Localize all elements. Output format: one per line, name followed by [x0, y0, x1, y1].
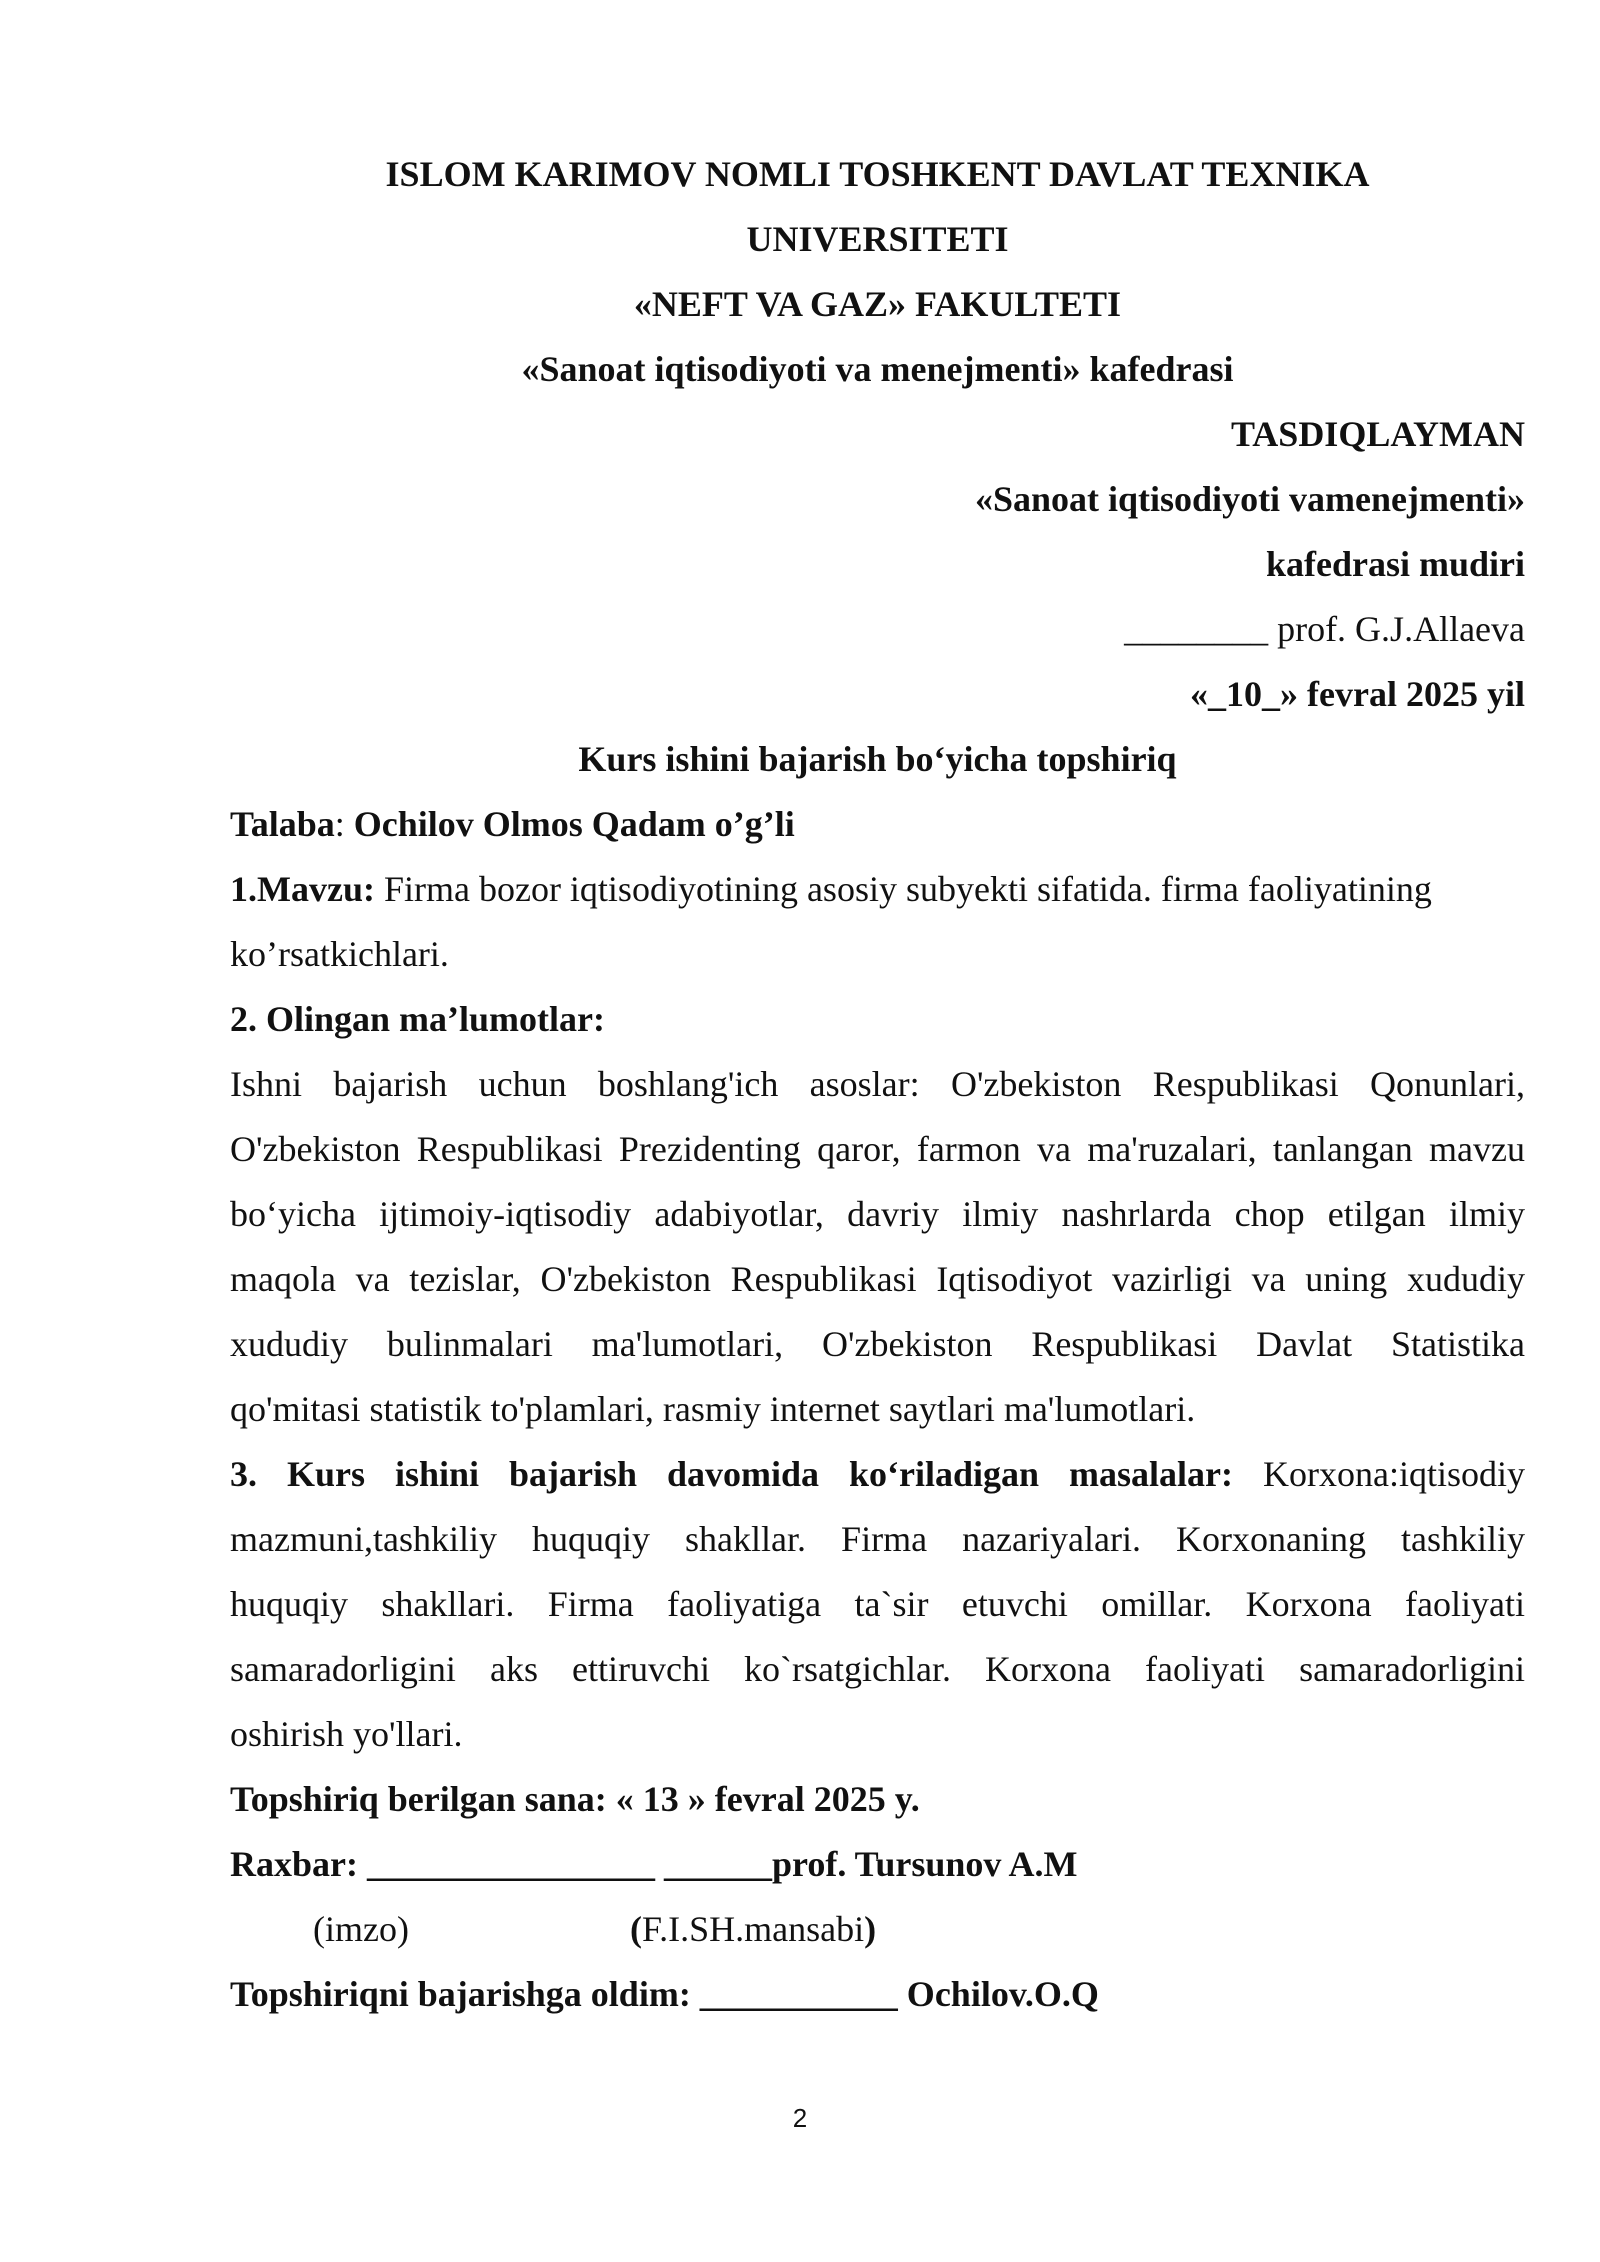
accepted-line: Topshiriqni bajarishga oldim: ___________ Ochilov.O.Q: [230, 1974, 1099, 2014]
signature-caption: (imzo): [313, 1909, 409, 1949]
issues-line-1: [230, 1454, 1525, 1494]
topic-line-2: ko’rsatkichlari.: [230, 934, 449, 974]
issues-line-2: mazmuni,tashkiliy huquqiy shakllar. Firma nazariyalari. Korxonaning tashkiliy: [230, 1519, 1525, 1559]
approval-department: «Sanoat iqtisodiyoti vamenejmenti»: [974, 479, 1525, 519]
issues-line-5: oshirish yo'llari.: [230, 1714, 463, 1754]
data-line-4: maqola va tezislar, O'zbekiston Respublikasi Iqtisodiyot vazirligi va uning xududiy: [230, 1259, 1525, 1299]
task-title: Kurs ishini bajarish bo‘yicha topshiriq: [578, 739, 1177, 779]
data-section-label: 2. Olingan ma’lumotlar:: [230, 999, 605, 1039]
student-separator: :: [334, 804, 354, 844]
issues-label: 3. Kurs ishini bajarish davomida ko‘riladigan masalalar:: [230, 1454, 1234, 1494]
data-line-6: qo'mitasi statistik to'plamlari, rasmiy internet saytlari ma'lumotlari.: [230, 1389, 1196, 1429]
given-date: Topshiriq berilgan sana: « 13 » fevral 2025 y.: [230, 1779, 920, 1819]
name-caption: F.I.SH.mansabi: [642, 1909, 865, 1949]
approval-title: TASDIQLAYMAN: [1230, 414, 1525, 454]
topic-line-1: [230, 869, 1525, 909]
student-name: Ochilov Olmos Qadam o’g’li: [353, 804, 795, 844]
department-title: «Sanoat iqtisodiyoti va menejmenti» kafedrasi: [521, 349, 1234, 389]
university-line-2: UNIVERSITETI: [746, 219, 1009, 259]
approval-position: kafedrasi mudiri: [1265, 544, 1525, 584]
data-line-1: Ishni bajarish uchun boshlang'ich asoslar: O'zbekiston Respublikasi Qonunlari,: [230, 1064, 1525, 1104]
university-line-1: ISLOM KARIMOV NOMLI TOSHKENT DAVLAT TEXNIKA: [385, 154, 1370, 194]
student-label: Talaba: [230, 804, 335, 844]
topic-text-1: Firma bozor iqtisodiyotining asosiy subyekti sifatida. firma faoliyatining: [374, 869, 1432, 909]
faculty-title: «NEFT VA GAZ» FAKULTETI: [633, 284, 1122, 324]
name-caption-open: (: [630, 1909, 642, 1949]
approval-signature: ________ prof. G.J.Allaeva: [1124, 609, 1525, 649]
issues-line-3: huquqiy shakllari. Firma faoliyatiga ta`sir etuvchi omillar. Korxona faoliyati: [230, 1584, 1525, 1624]
approval-date: «_10_» fevral 2025 yil: [1190, 674, 1525, 714]
data-line-5: xududiy bulinmalari ma'lumotlari, O'zbekiston Respublikasi Davlat Statistika: [230, 1324, 1525, 1364]
issues-text-1: Korxona:iqtisodiy: [1233, 1454, 1525, 1494]
student-line: [230, 804, 1525, 844]
data-line-2: O'zbekiston Respublikasi Prezidenting qaror, farmon va ma'ruzalari, tanlangan mavzu: [230, 1129, 1525, 1169]
topic-label: 1.Mavzu:: [230, 869, 375, 909]
name-caption-wrap: [630, 1909, 876, 1949]
name-caption-close: ): [864, 1909, 877, 1949]
issues-line-4: samaradorligini aks ettiruvchi ko`rsatgichlar. Korxona faoliyati samaradorligini: [230, 1649, 1525, 1689]
supervisor-line: Raxbar: ________________ ______prof. Tursunov A.M: [230, 1844, 1078, 1884]
data-line-3: bo‘yicha ijtimoiy-iqtisodiy adabiyotlar, davriy ilmiy nashrlarda chop etilgan ilmiy: [230, 1194, 1525, 1234]
page-number: 2: [792, 2103, 808, 2133]
